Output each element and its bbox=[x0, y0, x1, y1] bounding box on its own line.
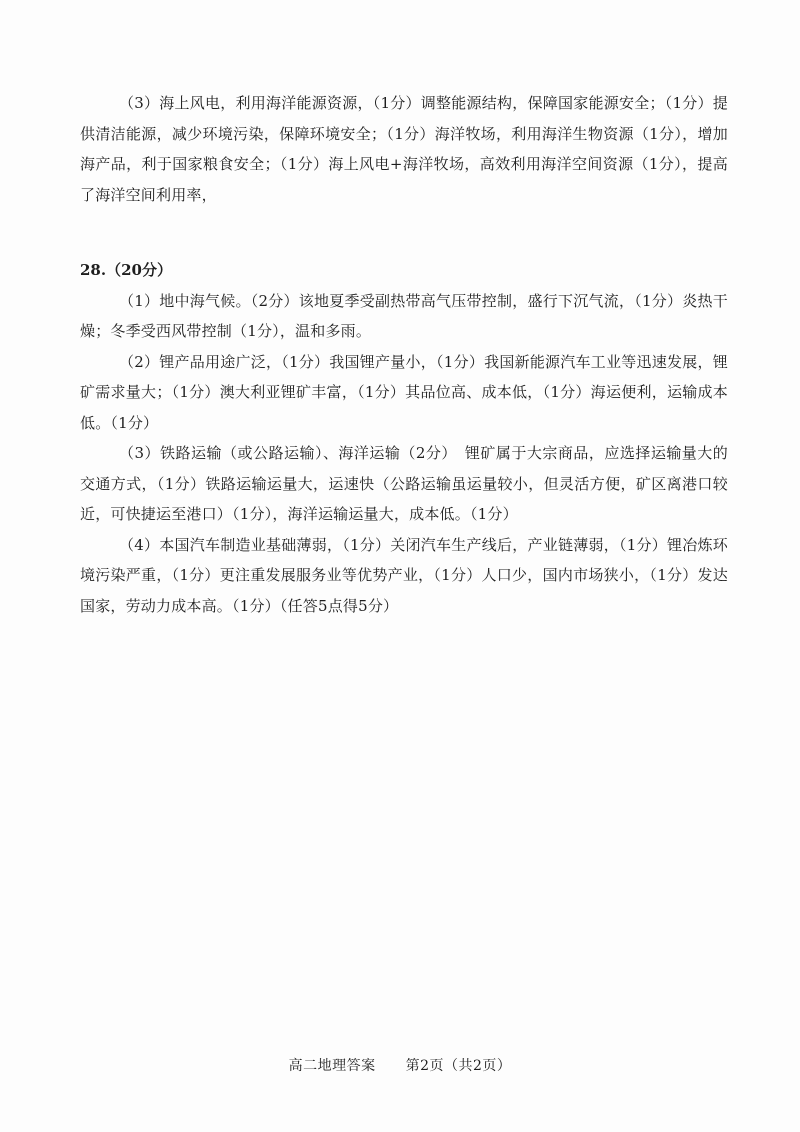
answer-item-3: （3）铁路运输（或公路运输）、海洋运输（2分） 锂矿属于大宗商品，应选择运输量大的交通方式，（1分）铁路运输运量大，运速快（公路运输虽运量较小，但灵活方便，矿区离港口较近，可快捷运至港口）（1分），海洋运输运量大，成本低。（1分） bbox=[80, 444, 728, 523]
answer-item-2: （2）锂产品用途广泛，（1分）我国锂产量小，（1分）我国新能源汽车工业等迅速发展，锂矿需求量大；（1分）澳大利亚锂矿丰富，（1分）其品位高、成本低，（1分）海运便利，运输成本低。（1分） bbox=[80, 352, 728, 432]
answer-item-4: （4）本国汽车制造业基础薄弱，（1分）关闭汽车生产线后，产业链薄弱，（1分）锂冶炼环境污染严重，（1分）更注重发展服务业等优势产业，（1分）人口少，国内市场狭小，（1分）发达国家，劳动力成本高。（1分）（任答5点得5分） bbox=[80, 535, 728, 615]
page-footer bbox=[0, 1056, 800, 1076]
question-heading bbox=[80, 255, 728, 286]
question-number: 28. bbox=[80, 261, 107, 279]
question-score: （20分） bbox=[106, 261, 172, 279]
footer-page-number: 第2页（共2页） bbox=[405, 1058, 512, 1074]
answer-item-1: （1）地中海气候。（2分）该地夏季受副热带高气压带控制，盛行下沉气流，（1分）炎热干燥；冬季受西风带控制（1分），温和多雨。 bbox=[80, 291, 728, 340]
answer-content bbox=[80, 88, 728, 621]
answer-item-prev-3: （3）海上风电，利用海洋能源资源，（1分）调整能源结构，保障国家能源安全；（1分）提供清洁能源，减少环境污染，保障环境安全；（1分）海洋牧场，利用海洋生物资源（1分），增加海产品，利于国家粮食安全；（1分）海上风电+海洋牧场，高效利用海洋空间资源（1分），提高了海洋空间利用率， bbox=[80, 94, 728, 204]
footer-subject: 高二地理答案 bbox=[288, 1058, 376, 1074]
